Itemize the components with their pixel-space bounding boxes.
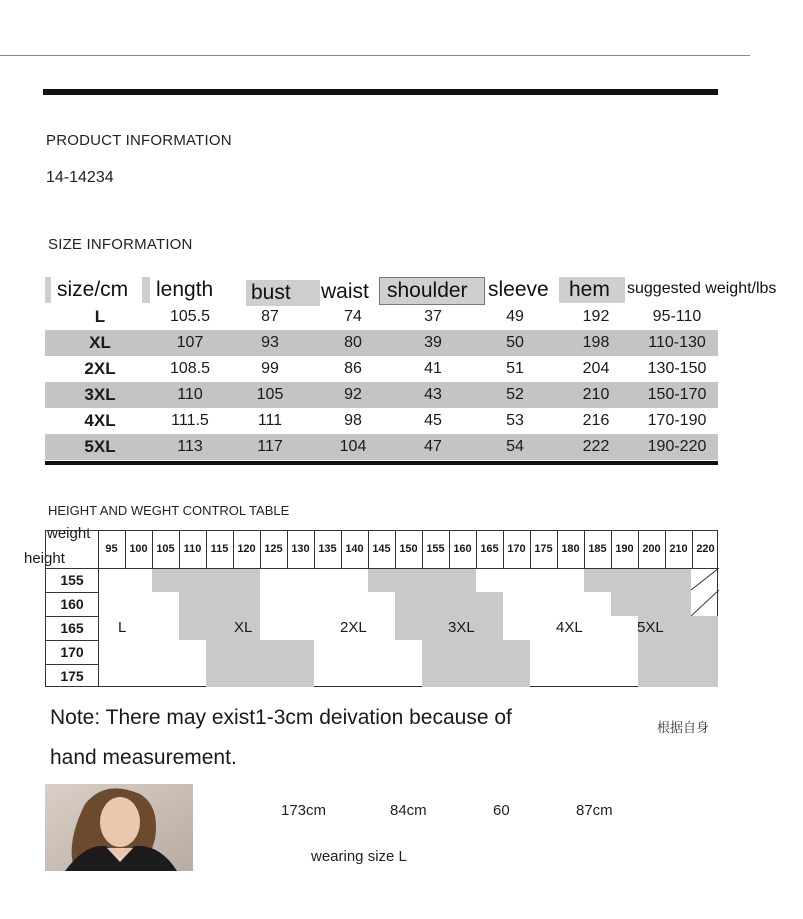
height-header-cell: 175 [60,668,84,684]
grid-line [638,531,639,568]
weight-value: 95-110 [652,308,702,325]
header-length: length [156,278,214,301]
weight-header-cell: 115 [210,543,229,555]
model-photo [45,784,193,871]
xl-region [206,640,314,687]
height-header-cell: 160 [60,596,84,612]
bust-value: 93 [261,334,279,351]
model-hip: 87cm [576,802,613,819]
grid-line [233,531,234,568]
shoulder-value: 45 [424,412,442,429]
5xl-region [584,568,691,592]
hem-value: 222 [582,438,610,455]
weight-value: 190-220 [647,438,707,455]
table-row [45,330,718,356]
note-line-1: Note: There may exist1-3cm deivation because of [50,706,512,729]
chinese-note: 根据自身 [657,720,710,735]
shoulder-value: 43 [424,386,442,403]
bust-value: 87 [261,308,279,325]
waist-value: 98 [344,412,362,429]
header-waist: waist [321,280,369,303]
size-label: XL [89,333,111,352]
height-header-cell: 165 [60,620,84,636]
header-gray-tab [45,277,51,303]
hem-value: 216 [582,412,610,429]
size-label: 5XL [84,437,116,456]
grid-line [314,531,315,568]
size-table-header [45,277,790,307]
grid-line [584,531,585,568]
size-label: 2XL [84,359,116,378]
sleeve-value: 51 [506,360,524,377]
grid-line [530,531,531,568]
grid-line [260,531,261,568]
grid-line [179,531,180,568]
weight-header-cell: 220 [696,543,715,555]
shoulder-value: 39 [424,334,442,351]
length-value: 105.5 [169,308,211,325]
grid-line [449,531,450,568]
product-code: 14-14234 [46,169,114,186]
header-gray-tab [142,277,150,303]
corner-height-label: height [24,550,65,567]
shoulder-value: 41 [424,360,442,377]
grid-line [503,531,504,568]
size-region-label: 4XL [556,619,583,636]
waist-value: 86 [344,360,362,377]
header-size: size/cm [57,278,129,301]
weight-header-cell: 100 [129,543,148,555]
weight-header-cell: 160 [453,543,472,555]
grid-line [665,531,666,568]
weight-header-cell: 120 [237,543,256,555]
weight-header-cell: 130 [291,543,310,555]
weight-value: 130-150 [647,360,707,377]
sleeve-value: 53 [506,412,524,429]
header-sleeve: sleeve [488,278,549,301]
weight-header-cell: 135 [318,543,337,555]
length-value: 107 [176,334,204,351]
waist-value: 92 [344,386,362,403]
table-row [45,408,718,434]
weight-header-cell: 210 [669,543,688,555]
sleeve-value: 52 [506,386,524,403]
corner-weight-label: weight [47,525,91,542]
size-label: 3XL [84,385,116,404]
bust-value: 105 [256,386,284,403]
hem-value: 210 [582,386,610,403]
weight-header-cell: 150 [399,543,418,555]
header-shoulder: shoulder [387,279,468,302]
header-suggested-weight: suggested weight/lbs [627,280,777,297]
grid-line [368,531,369,568]
hw-table-title: HEIGHT AND WEGHT CONTROL TABLE [48,503,290,518]
height-header-cell: 155 [60,572,84,588]
size-label: 4XL [84,411,116,430]
grid-line [341,531,342,568]
sleeve-value: 49 [506,308,524,325]
weight-header-cell: 175 [534,543,553,555]
5xl-region [611,592,691,616]
wearing-size: wearing size L [311,848,407,865]
header-bust: bust [251,281,291,304]
size-info-title: SIZE INFORMATION [48,236,193,253]
hatch-cell [691,568,719,616]
waist-value: 80 [344,334,362,351]
height-header-cell: 170 [60,644,84,660]
hem-value: 198 [582,334,610,351]
length-value: 111.5 [171,412,209,429]
grid-line [206,531,207,568]
header-bar [43,89,718,95]
hem-value: 192 [582,308,610,325]
grid-line [422,531,423,568]
size-region-label: 2XL [340,619,367,636]
size-region-label: L [118,619,127,636]
size-table [45,304,718,460]
bust-value: 111 [257,412,283,429]
weight-header-cell: 145 [372,543,391,555]
grid-line [476,531,477,568]
3xl-region [368,568,476,592]
weight-header-cell: 200 [642,543,661,555]
length-value: 113 [177,438,203,455]
size-region-label: 5XL [637,619,664,636]
model-height: 173cm [281,802,327,819]
weight-value: 110-130 [648,334,706,351]
weight-header-cell: 140 [345,543,364,555]
header-hem: hem [569,278,610,301]
weight-header-cell: 95 [105,543,118,555]
weight-header-cell: 190 [615,543,634,555]
weight-header-cell: 180 [561,543,580,555]
sleeve-value: 54 [506,438,524,455]
grid-line [692,531,693,568]
weight-header-cell: 165 [480,543,499,555]
waist-value: 104 [339,438,367,455]
sleeve-value: 50 [506,334,524,351]
hem-value: 204 [582,360,610,377]
bust-value: 99 [261,360,279,377]
bust-value: 117 [257,438,283,455]
weight-header-cell: 155 [426,543,445,555]
model-weight: 60 [493,802,510,819]
height-weight-table [45,530,718,687]
3xl-region [422,640,530,687]
weight-header-cell: 105 [156,543,175,555]
weight-header-cell: 125 [264,543,283,555]
weight-header-cell: 185 [588,543,607,555]
xl-region [152,568,260,592]
top-divider [0,55,750,56]
size-region-label: XL [234,619,253,636]
waist-value: 74 [344,308,362,325]
length-value: 108.5 [169,360,211,377]
size-region-label: 3XL [448,619,475,636]
grid-line [395,531,396,568]
grid-line [611,531,612,568]
model-bust: 84cm [390,802,427,819]
table-row [45,434,718,460]
weight-value: 170-190 [647,412,707,429]
weight-header-cell: 170 [507,543,526,555]
grid-line [125,531,126,568]
note-line-2: hand measurement. [50,746,237,769]
shoulder-value: 37 [424,308,442,325]
weight-value: 150-170 [647,386,707,403]
table-row [45,382,718,408]
length-value: 110 [177,386,203,403]
product-info-title: PRODUCT INFORMATION [46,132,232,149]
size-label: L [94,307,106,326]
table-row [45,356,718,382]
grid-line [46,568,719,569]
table-row [45,304,718,330]
grid-line [287,531,288,568]
grid-line [557,531,558,568]
size-table-bottom-rule [45,461,718,465]
shoulder-value: 47 [424,438,442,455]
weight-header-cell: 110 [183,543,202,555]
grid-line [152,531,153,568]
